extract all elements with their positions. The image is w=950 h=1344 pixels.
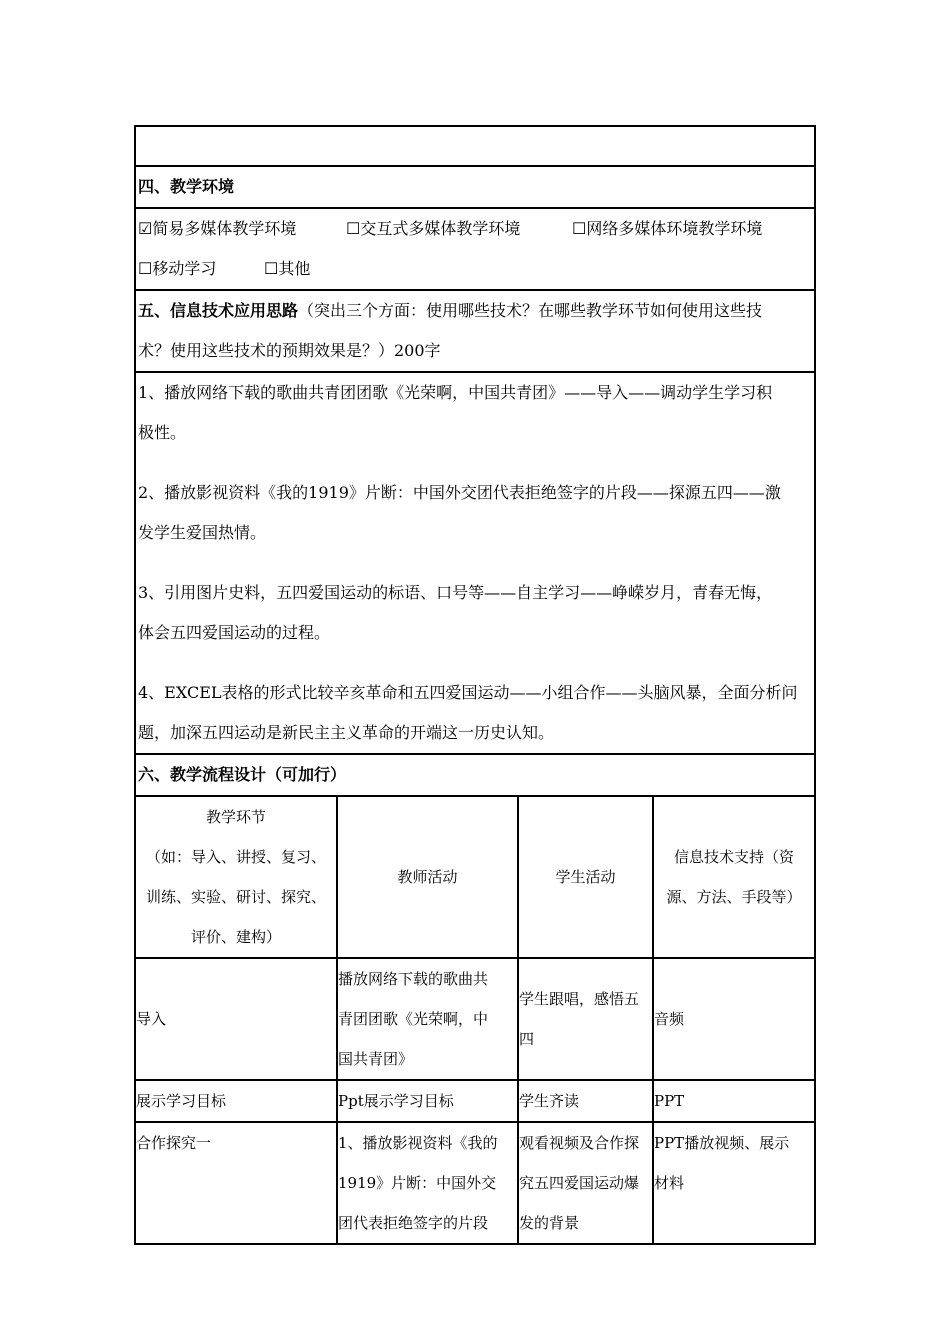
row3-teacher-line3: 团代表拒绝签字的片段	[338, 1214, 489, 1232]
option-other[interactable]: ☐其他	[264, 259, 311, 278]
row1-teacher	[337, 958, 518, 1080]
row2-tech: PPT	[653, 1080, 815, 1122]
row1-student-line2: 四	[519, 1030, 535, 1048]
sec4-options-row	[135, 208, 815, 290]
row2-student: 学生齐读	[518, 1080, 653, 1122]
header-stage	[135, 796, 337, 958]
table-row	[135, 1080, 815, 1122]
header-stage-line1: 教学环节	[205, 808, 266, 826]
sec5-items-cell	[135, 372, 815, 754]
header-tech-line1: 信息技术支持（资	[673, 848, 794, 866]
sec4-title: 四、教学环境	[135, 166, 815, 208]
header-teacher: 教师活动	[337, 796, 518, 958]
row2-stage: 展示学习目标	[135, 1080, 337, 1122]
header-stage-line4: 评价、建构）	[190, 928, 281, 946]
table-row	[135, 958, 815, 1080]
sec5-items-row	[135, 372, 815, 754]
sec5-item-2-line1: 2、播放影视资料《我的1919》片断：中国外交团代表拒绝签字的片段——探源五四——激	[138, 483, 781, 502]
sec5-item-3-line1: 3、引用图片史料，五四爱国运动的标语、口号等——自主学习——峥嵘岁月，青春无悔，	[138, 583, 773, 602]
row3-teacher-line1: 1、播放影视资料《我的	[338, 1134, 498, 1152]
row1-student-line1: 学生跟唱，感悟五	[519, 990, 640, 1008]
row3-student-line1: 观看视频及合作探	[519, 1134, 640, 1152]
row1-teacher-line1: 播放网络下载的歌曲共	[338, 970, 489, 988]
row3-teacher	[337, 1122, 518, 1244]
row1-teacher-line3: 国共青团》	[338, 1050, 414, 1068]
header-tech	[653, 796, 815, 958]
row3-teacher-line2: 1919》片断：中国外交	[338, 1174, 497, 1192]
row3-student-line2: 究五四爱国运动爆	[519, 1174, 640, 1192]
sec5-item-2-line2: 发学生爱国热情。	[138, 523, 267, 542]
row1-teacher-line2: 青团团歌《光荣啊，中	[338, 1010, 489, 1028]
sec5-item-3-line2: 体会五四爱国运动的过程。	[138, 623, 331, 642]
blank-cell	[135, 126, 815, 166]
option-network-multimedia[interactable]: ☐网络多媒体环境教学环境	[572, 219, 763, 238]
blank-row	[135, 126, 815, 166]
row3-stage: 合作探究一	[135, 1122, 337, 1244]
sec5-title: 五、信息技术应用思路	[138, 301, 299, 320]
lesson-plan-table	[134, 125, 816, 1245]
header-student: 学生活动	[518, 796, 653, 958]
row3-tech-line1: PPT播放视频、展示	[654, 1134, 790, 1152]
sec4-title-row	[135, 166, 815, 208]
row3-student	[518, 1122, 653, 1244]
option-mobile-learning[interactable]: ☐移动学习	[138, 259, 217, 278]
option-simple-multimedia[interactable]: ☑简易多媒体教学环境	[138, 219, 297, 238]
row1-tech: 音频	[653, 958, 815, 1080]
sec6-title-row	[135, 754, 815, 796]
header-tech-line2: 源、方法、手段等）	[666, 888, 802, 906]
sec5-item-1-line2: 极性。	[138, 423, 187, 442]
header-stage-line3: 训练、实验、研讨、探究、	[145, 888, 326, 906]
row2-teacher: Ppt展示学习目标	[337, 1080, 518, 1122]
sec5-desc-line2: 术？使用这些技术的预期效果是？）200字	[138, 341, 441, 360]
sec5-item-1-line1: 1、播放网络下载的歌曲共青团团歌《光荣啊，中国共青团》——导入——调动学生学习积	[138, 383, 773, 402]
sec6-title: 六、教学流程设计（可加行）	[135, 754, 815, 796]
row1-stage: 导入	[135, 958, 337, 1080]
sec5-item-4-line1: 4、EXCEL表格的形式比较辛亥革命和五四爱国运动——小组合作——头脑风暴，全面分析问	[138, 683, 798, 702]
header-stage-line2: （如：导入、讲授、复习、	[145, 848, 326, 866]
sec4-options	[135, 208, 815, 290]
document-table-wrapper	[134, 125, 814, 1245]
row3-tech-line2: 材料	[654, 1174, 685, 1192]
row3-student-line3: 发的背景	[519, 1214, 580, 1232]
sec5-title-row	[135, 290, 815, 372]
row1-student	[518, 958, 653, 1080]
row3-tech	[653, 1122, 815, 1244]
sec5-desc-line1: （突出三个方面：使用哪些技术？在哪些教学环节如何使用这些技	[298, 301, 763, 320]
sec5-item-4-line2: 题，加深五四运动是新民主主义革命的开端这一历史认知。	[138, 723, 555, 742]
sec5-title-cell	[135, 290, 815, 372]
sec6-header-row	[135, 796, 815, 958]
option-interactive-multimedia[interactable]: ☐交互式多媒体教学环境	[346, 219, 521, 238]
table-row	[135, 1122, 815, 1244]
